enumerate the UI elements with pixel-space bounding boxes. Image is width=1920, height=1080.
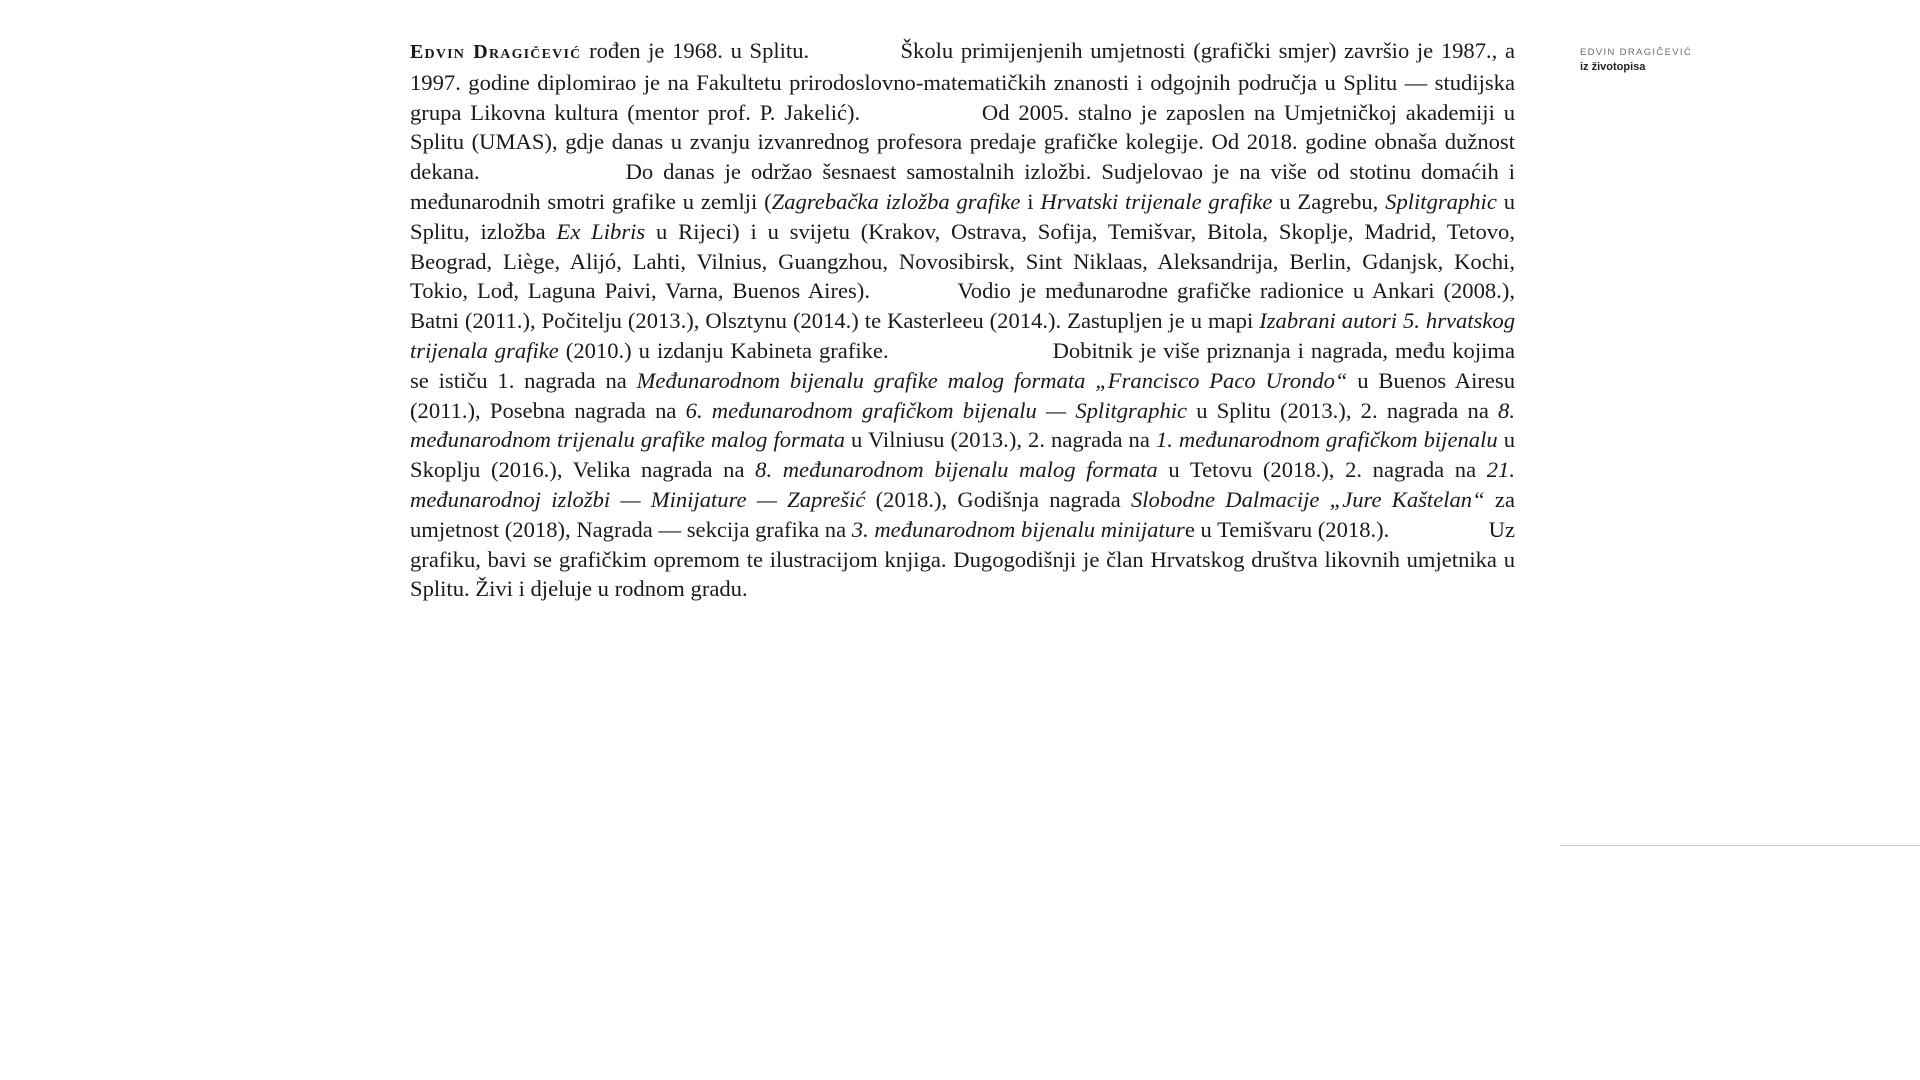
bio-awards: Dobitnik je više priznanja i nagrada, među kojima se ističu 1. nagrada na Međunarodnom bijenalu grafike malog formata „Francisco Paco Urondo“ u Buenos Airesu (2011.), Posebna nagrada na 6. međunarodnom grafičkom bijenalu — Splitgraphic u Splitu (2013.), 2. nagrada na 8. međunarodnom trijenalu grafike malog formata u Vilniusu (2013.), 2. nagrada na 1. međunarodnom grafičkom bijenalu u Skoplju (2016.), Velika nagrada na 8. međunarodnom bijenalu malog formata u Tetovu (2018.), 2. nagrada na 21. međunarodnoj izložbi — Minijature — Zaprešić (2018.), Godišnja nagrada Slobodne Dalmacije „Jure Kaštelan“ za umjetnost (2018), Nagrada — sekcija grafika na 3. međunarodnom bijenalu minijature u Temišvaru (2018.).	[410, 337, 1515, 542]
bio-education: Školu primijenjenih umjetnosti (grafički smjer) završio je 1987., a 1997. godine diplomirao je na Fakultetu prirodoslovno-matematičkih znanosti i odgojnih područja u Splitu — studijska grupa Likovna kultura (mentor prof. P. Jakelić).	[410, 38, 1515, 125]
running-header	[1580, 45, 1692, 75]
bio-workshops: Vodio je međunarodne grafičke radionice u Ankari (2008.), Batni (2011.), Počitelju (2013.), Olsztynu (2014.) te Kasterleeu (2014.). Zastupljen je u mapi Izabrani autori 5. hrvatskog trijenala grafike (2010.) u izdanju Kabineta grafike.	[410, 278, 1516, 363]
running-header-subtitle: iz životopisa	[1580, 61, 1646, 73]
bio-birth: rođen je 1968. u Splitu.	[581, 38, 810, 63]
bio-employment: Od 2005. stalno je zaposlen na Umjetničkoj akademiji u Splitu (UMAS), gdje danas u zvanju izvanrednog profesora predaje grafičke kolegije. Od 2018. godine obnaša dužnost dekana.	[410, 99, 1515, 185]
running-header-name: EDVIN DRAGIČEVIĆ	[1580, 47, 1693, 58]
author-name: Edvin Dragičević	[410, 41, 582, 63]
bio-other: Uz grafiku, bavi se grafičkim opremom te ilustracijom knjiga. Dugogodišnji je član Hrvatskog društva likovnih umjetnika u Splitu. Živi i djeluje u rodnom gradu.	[410, 516, 1516, 602]
biography-text	[410, 36, 1515, 604]
horizontal-rule	[1560, 845, 1920, 846]
bio-exhibitions: Do danas je održao šesnaest samostalnih izložbi. Sudjelovao je na više od stotinu domaćih i međunarodnih smotri grafike u zemlji (Zagrebačka izložba grafike i Hrvatski trijenale grafike u Zagrebu, Splitgraphic u Splitu, izložba Ex Libris u Rijeci) i u svijetu (Krakov, Ostrava, Sofija, Temišvar, Bitola, Skoplje, Madrid, Tetovo, Beograd, Liège, Alijó, Lahti, Vilnius, Guangzhou, Novosibirsk, Sint Niklaas, Aleksandrija, Berlin, Gdanjsk, Kochi, Tokio, Lođ, Laguna Paivi, Varna, Buenos Aires).	[410, 159, 1516, 304]
